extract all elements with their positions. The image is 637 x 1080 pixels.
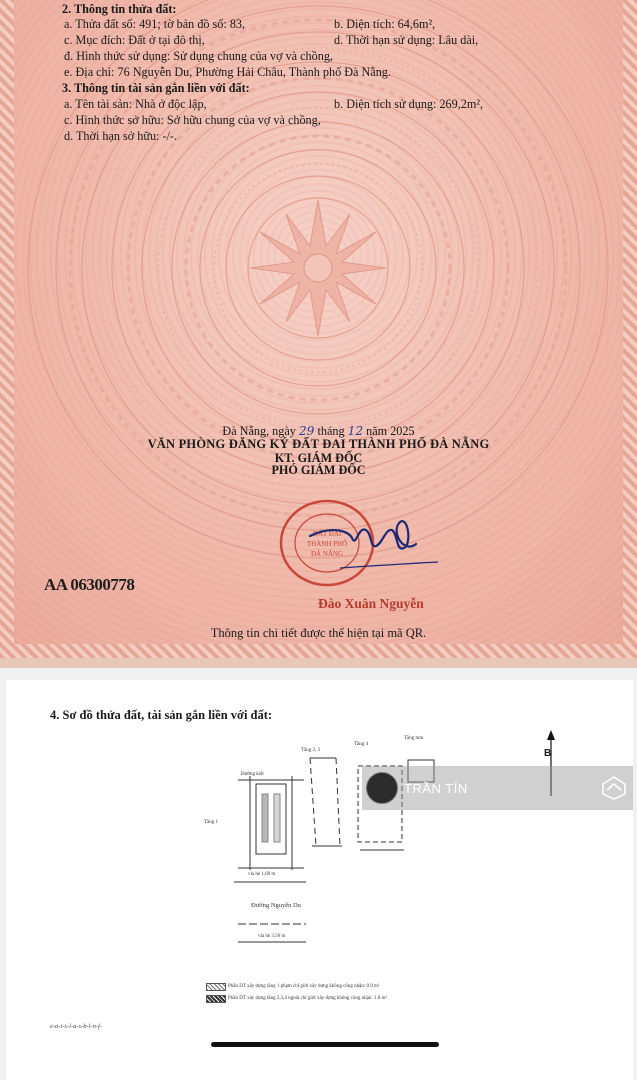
qr-note: Thông tin chi tiết được thể hiện tại mã QR. xyxy=(210,626,427,640)
plan-title: 4. Sơ đồ thửa đất, tài sản gắn liền với đất: xyxy=(50,708,273,722)
certificate-border-left xyxy=(0,0,14,658)
label-floor-4: Tầng 4 xyxy=(354,742,369,747)
seal-line3: ĐÀ NẴNG xyxy=(310,550,344,558)
site-plan-drawing xyxy=(6,680,633,1080)
floor-1-plan xyxy=(234,776,306,882)
label-side-street: Đường kiệt xyxy=(241,772,264,777)
seal-line2: THÀNH PHỐ xyxy=(306,540,348,548)
north-label: B xyxy=(544,748,552,759)
signing-day: 29 xyxy=(298,424,315,438)
section3-asset-name: a. Tên tài sản: Nhà ở độc lập, xyxy=(64,97,207,111)
section3-heading: 3. Thông tin tài sản gắn liền với đất: xyxy=(62,81,250,95)
watermark-banner xyxy=(362,766,633,810)
section3-ownership: c. Hình thức sở hữu: Sở hữu chung của vợ và chồng, xyxy=(64,113,321,127)
section2-heading: 2. Thông tin thửa đất: xyxy=(62,2,177,16)
label-main-street: Đường Nguyễn Du xyxy=(251,902,301,909)
label-setback-2: vỉa hè 3,50 m xyxy=(258,934,286,939)
watermark-text: TRẦN TÍN xyxy=(404,781,468,796)
section2-area: b. Diện tích: 64,6m², xyxy=(334,17,436,31)
watermark-logo-icon xyxy=(601,775,627,801)
certificate-serial: AA 06300778 xyxy=(44,575,135,594)
office-name: VĂN PHÒNG ĐĂNG KÝ ĐẤT ĐAI THÀNH PHỐ ĐÀ NẴNG xyxy=(147,437,490,451)
floor-2-3-plan xyxy=(310,758,342,846)
signer-name: Đào Xuân Nguyễn xyxy=(318,596,424,611)
section3-use-area: b. Diện tích sử dụng: 269,2m², xyxy=(334,97,484,111)
signing-date: Đà Nẵng, ngày 29 tháng 12 năm 2025 xyxy=(222,424,415,438)
signing-kt: KT. GIÁM ĐỐC xyxy=(274,451,363,465)
section2-address: e. Địa chỉ: 76 Nguyễn Du, Phường Hải Châu, Thành phố Đà Nẵng. xyxy=(64,65,391,79)
section2-term: d. Thời hạn sử dụng: Lâu dài, xyxy=(334,33,479,47)
legend-hatch-2 xyxy=(206,995,226,1003)
legend-text-2: Phần DT xây dựng tầng 2,3,4 ngoài chỉ giới xây dựng không công nhận: 1.8 m² xyxy=(228,996,387,1001)
label-floor-2-3: Tầng 2, 3 xyxy=(301,748,321,753)
seal-line1: ĐẤT ĐAI xyxy=(312,530,342,538)
label-setback-1: vỉa hè 1,60 m xyxy=(248,872,276,877)
certificate-border-bottom xyxy=(0,644,637,658)
footer-handwriting: e-a-i-s-l-a-s-b-l-n-f- xyxy=(50,1023,102,1030)
section2-parcel: a. Thửa đất số: 491; tờ bản đồ số: 83, xyxy=(64,17,246,31)
label-floor-1: Tầng 1 xyxy=(204,820,219,825)
signing-role: PHÓ GIÁM ĐỐC xyxy=(271,463,366,477)
handwritten-signature xyxy=(300,508,440,578)
section2-use-form: đ. Hình thức sử dụng: Sử dụng chung của vợ và chồng, xyxy=(64,49,333,63)
legend-hatch-1 xyxy=(206,983,226,991)
label-floor-tum: Tầng tum xyxy=(404,736,424,741)
section3-ownership-term: d. Thời hạn sở hữu: -/-. xyxy=(64,129,178,143)
legend-text-1: Phần DT xây dựng tầng 1 phạm chỉ giới xây dựng không công nhận: 0.9 m² xyxy=(228,984,380,989)
signing-month: 12 xyxy=(347,424,364,438)
site-plan-page xyxy=(6,680,633,1080)
watermark-avatar xyxy=(366,772,398,804)
section2-purpose: c. Mục đích: Đất ở tại đô thị, xyxy=(64,33,205,47)
certificate-border-right xyxy=(623,0,637,658)
home-indicator[interactable] xyxy=(211,1042,439,1047)
